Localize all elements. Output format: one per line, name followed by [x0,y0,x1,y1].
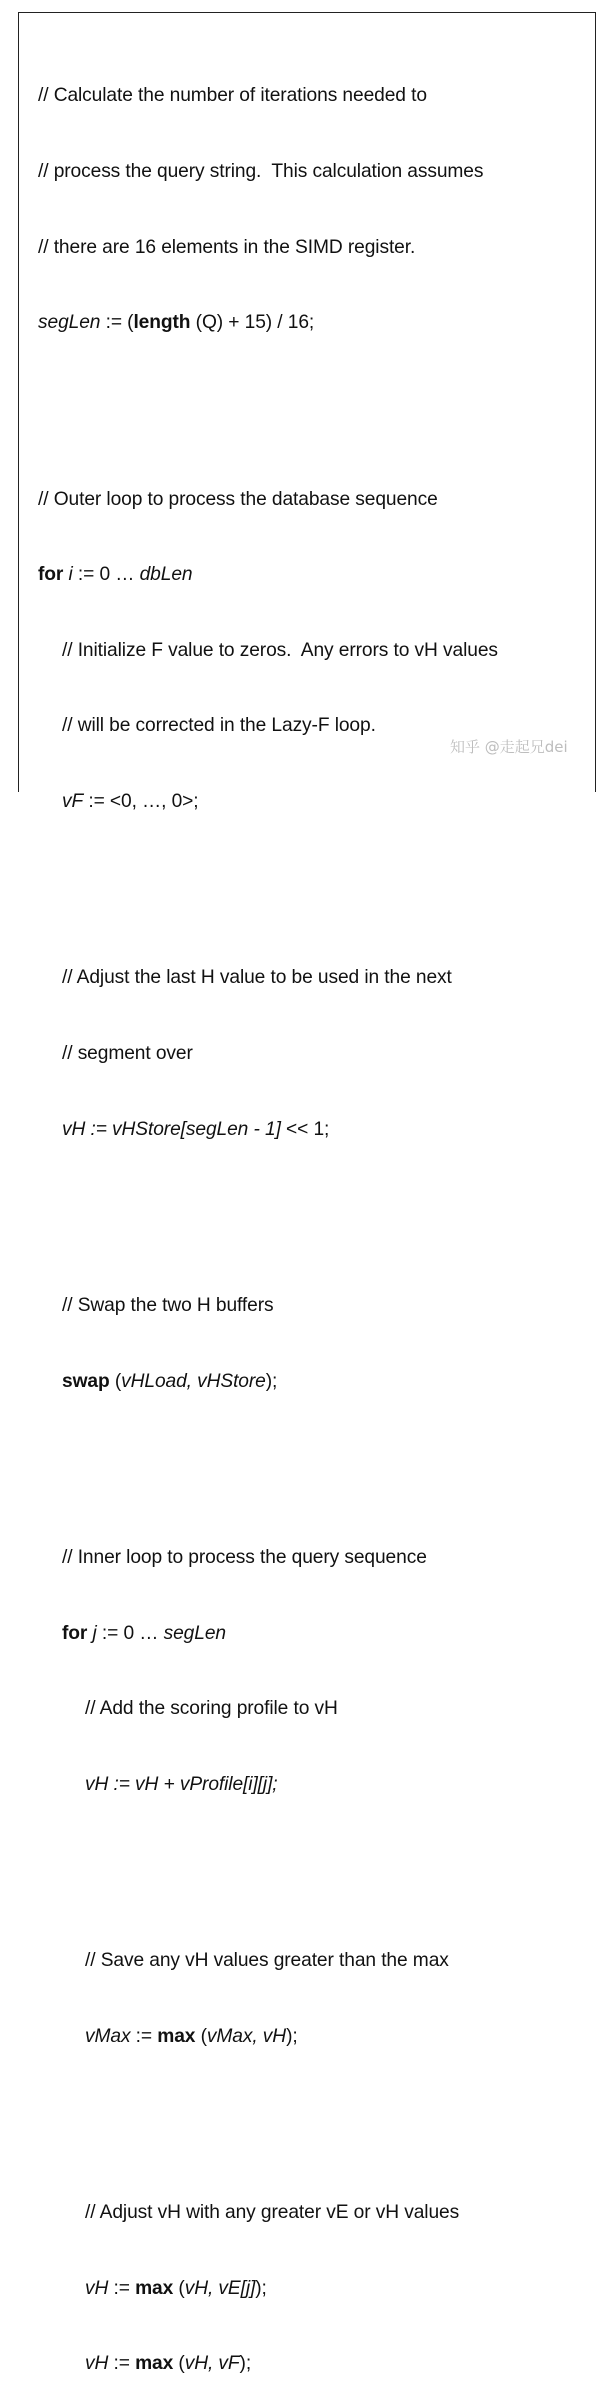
comment-line: // will be corrected in the Lazy-F loop. [62,715,376,737]
vh-add-statement: vH := vH + vProfile[i][j]; [85,1773,278,1795]
vh-max-vf-statement: vH := max (vH, vF); [85,2353,252,2375]
comment-line: // Inner loop to process the query sequence [62,1546,427,1568]
outer-for-statement: for i := 0 … dbLen [38,564,193,586]
vh-shift-statement: vH := vHStore[segLen - 1] << 1; [62,1118,330,1140]
vh-max-ve-statement: vH := max (vH, vE[j]); [85,2277,267,2299]
watermark-text: 知乎 @走起兄dei [446,736,572,757]
blank-line [38,2099,590,2124]
blank-line [38,865,590,890]
blank-line [38,386,590,411]
comment-line: // Swap the two H buffers [62,1294,274,1316]
for-keyword: for [62,1622,88,1644]
max-keyword: max [135,2353,174,2375]
blank-line [38,1192,590,1217]
vmax-statement: vMax := max (vMax, vH); [85,2025,298,2047]
swap-keyword: swap [62,1370,110,1392]
comment-line: // Adjust the last H value to be used in the next [62,967,452,989]
vf-statement: vF := <0, …, 0>; [62,790,199,812]
blank-line [38,1444,590,1469]
blank-line [38,1847,590,1872]
pseudocode-block [38,33,590,2402]
for-keyword: for [38,564,64,586]
swap-statement: swap (vHLoad, vHStore); [62,1370,278,1392]
comment-line: // Save any vH values greater than the max [85,1950,449,1972]
seglen-statement: segLen := (length (Q) + 15) / 16; [38,312,315,334]
comment-line: // process the query string. This calculation assumes [38,161,484,182]
comment-line: // Outer loop to process the database sequence [38,488,438,510]
comment-line: // Initialize F value to zeros. Any errors to vH values [62,639,498,661]
inner-for-statement: for j := 0 … segLen [62,1622,226,1644]
max-keyword: max [135,2277,174,2299]
comment-line: // segment over [62,1042,193,1064]
comment-line: // Calculate the number of iterations needed to [38,85,427,107]
comment-line: // Adjust vH with any greater vE or vH values [85,2202,460,2224]
max-keyword: max [157,2025,196,2047]
seglen-var: segLen [38,312,101,334]
length-keyword: length [133,312,191,334]
comment-line: // Add the scoring profile to vH [85,1698,338,1720]
comment-line: // there are 16 elements in the SIMD register. [38,236,416,258]
